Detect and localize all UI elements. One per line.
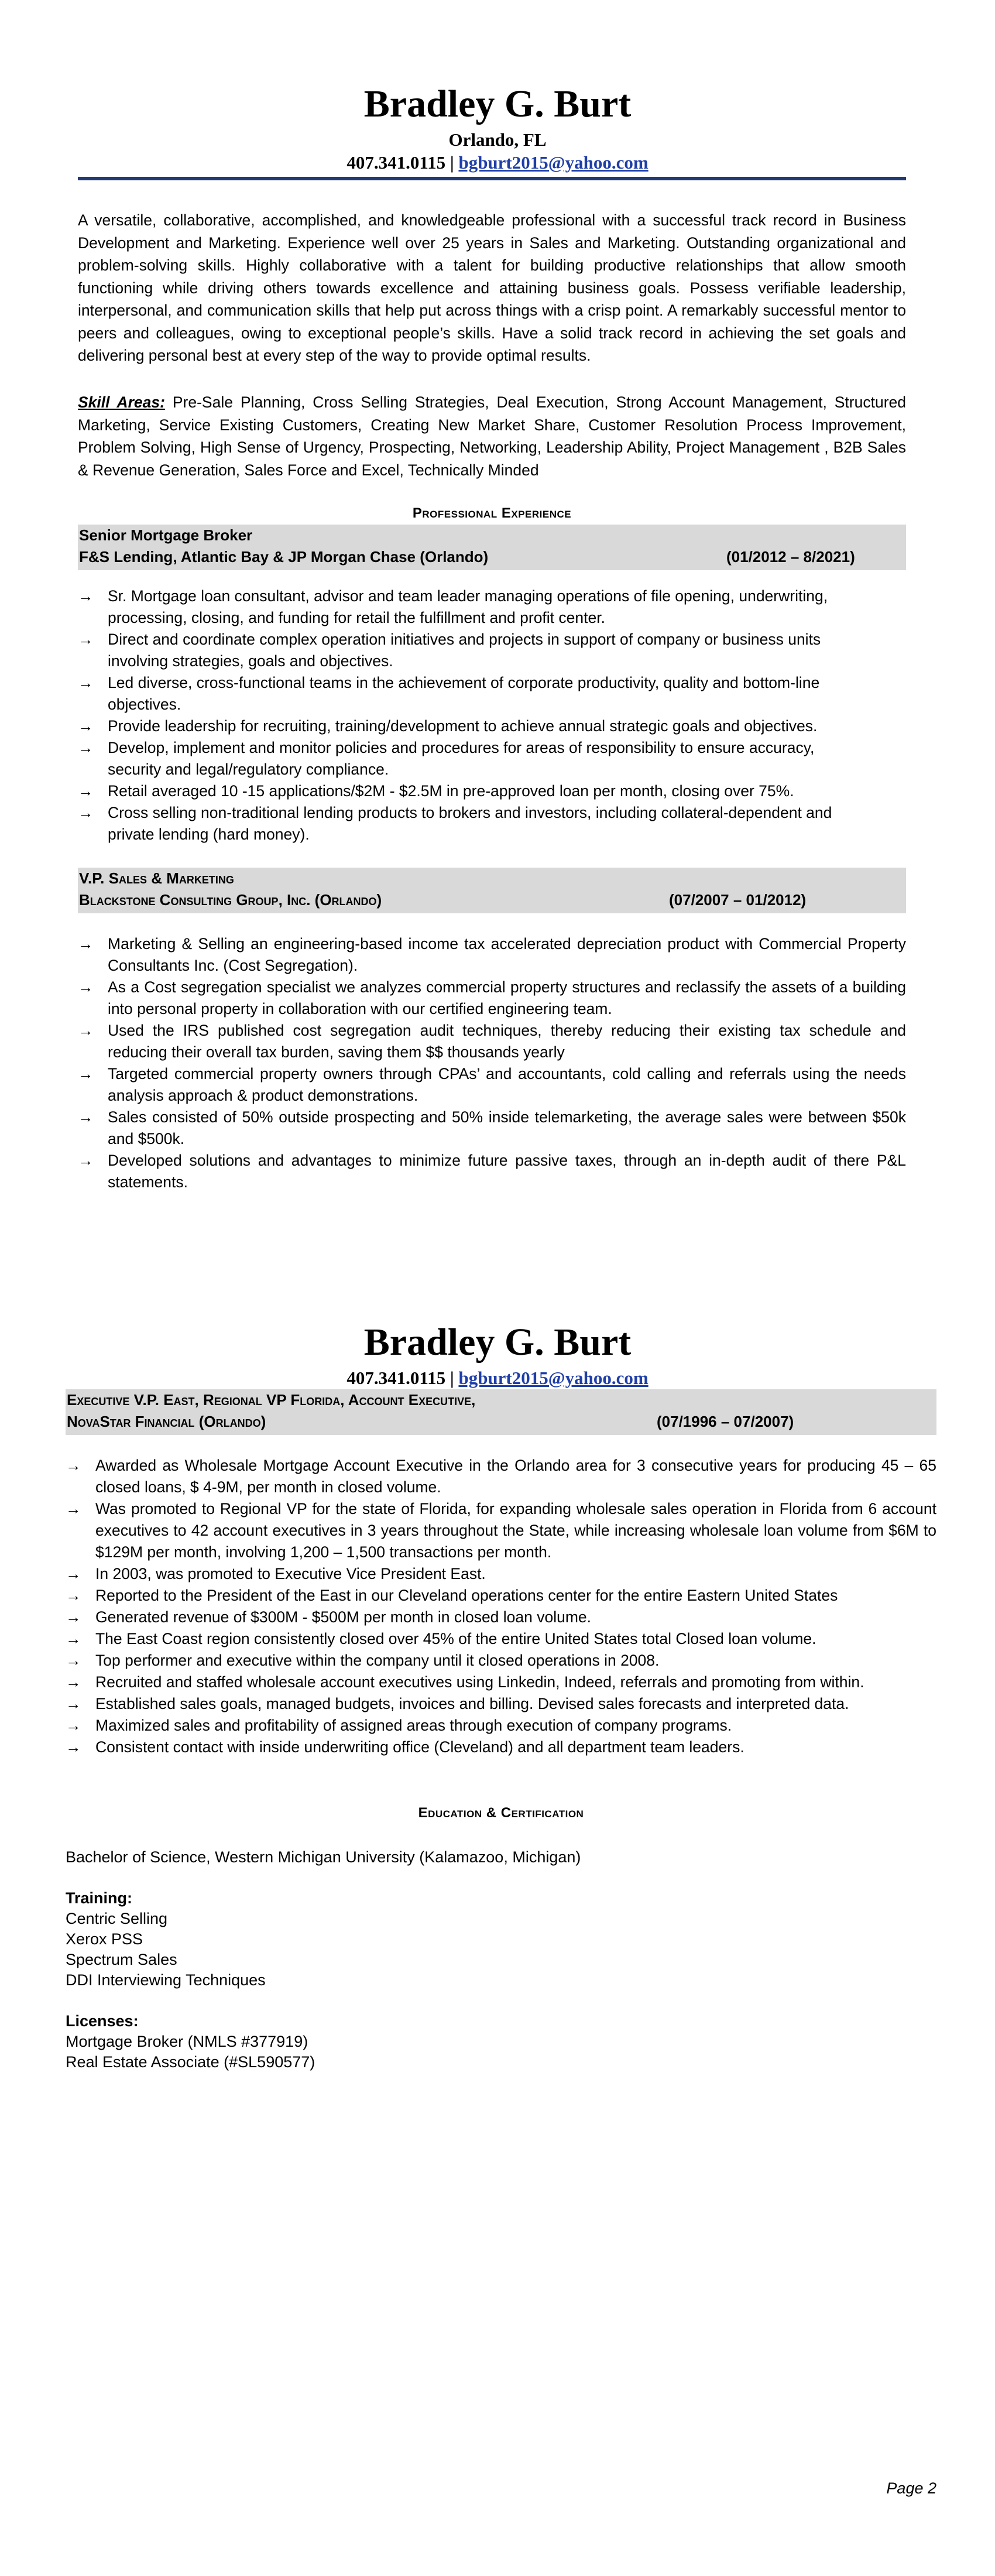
arrow-icon: → bbox=[78, 739, 94, 756]
page1-location: Orlando, FL bbox=[448, 129, 547, 150]
job3-company: NovaStar Financial (Orlando) bbox=[67, 1413, 266, 1430]
page1-contact-line bbox=[0, 152, 995, 173]
arrow-icon: → bbox=[78, 1152, 94, 1169]
list-item: → Sales consisted of 50% outside prospecting and 50% inside telemarketing, the average sales were between $50k and $500k. bbox=[78, 1107, 906, 1150]
summary-paragraph: A versatile, collaborative, accomplished, and knowledgeable professional with a successful track record in Business Development and Marketing. Experience well over 25 years in Sales and Marketing. Outstanding organizational and problem-solving skills. Highly collaborative with a talent for building productive relationships that allow smooth functioning while driving others towards excellence and attaining business goals. Possess verifiable leadership, interpersonal, and communication skills that help put across things with a crisp point. A remarkably successful mentor to peers and colleagues, owing to exceptional people’s skills. Have a solid track record in achieving the set goals and delivering personal best at every step of the way to provide optimal results. bbox=[78, 211, 906, 364]
page1-separator: | bbox=[450, 152, 454, 173]
page-number: Page 2 bbox=[886, 2479, 936, 2497]
list-item: → Awarded as Wholesale Mortgage Account Executive in the Orlando area for 3 consecutive years for producing 45 – 65 closed loans, $ 4-9M, per month in closed volume. bbox=[66, 1455, 936, 1498]
education-section bbox=[66, 1847, 936, 2073]
page2-email-link[interactable]: bgburt2015@yahoo.com bbox=[458, 1368, 649, 1388]
list-item: → Marketing & Selling an engineering-based income tax accelerated depreciation product with Commercial Property Consultants Inc. (Cost Segregation). bbox=[78, 933, 906, 977]
job1-dates: (01/2012 – 8/2021) bbox=[726, 548, 855, 566]
list-item: → Consistent contact with inside underwriting office (Cleveland) and all department team leaders. bbox=[66, 1736, 936, 1758]
job3-header-band bbox=[66, 1389, 936, 1435]
list-item: → Develop, implement and monitor policies and procedures for areas of responsibility to ensure accuracy, security and legal/regulatory compliance. bbox=[78, 737, 868, 780]
job1-company: F&S Lending, Atlantic Bay & JP Morgan Chase (Orlando) bbox=[79, 548, 489, 566]
list-item: → As a Cost segregation specialist we analyzes commercial property structures and reclassify the assets of a building into personal property in collaboration with our certified engineering team. bbox=[78, 977, 906, 1020]
header-rule bbox=[78, 177, 906, 180]
license-item: Mortgage Broker (NMLS #377919) bbox=[66, 2033, 308, 2050]
list-item: → Developed solutions and advantages to minimize future passive taxes, through an in-depth audit of there P&L statements. bbox=[78, 1150, 906, 1193]
arrow-icon: → bbox=[66, 1673, 81, 1691]
list-item: → Generated revenue of $300M - $500M per month in closed loan volume. bbox=[66, 1606, 936, 1628]
arrow-icon: → bbox=[78, 978, 94, 996]
skill-areas-paragraph bbox=[78, 391, 906, 481]
arrow-icon: → bbox=[78, 717, 94, 735]
page2-name: Bradley G. Burt bbox=[363, 1321, 632, 1364]
arrow-icon: → bbox=[66, 1608, 81, 1626]
list-item: → Targeted commercial property owners through CPAs’ and accountants, cold calling and referrals using the needs analysis approach & product demonstrations. bbox=[78, 1063, 906, 1107]
job3-dates: (07/1996 – 07/2007) bbox=[657, 1413, 794, 1430]
list-item: → Reported to the President of the East in our Cleveland operations center for the entire Eastern United States bbox=[66, 1585, 936, 1606]
job2-dates: (07/2007 – 01/2012) bbox=[669, 891, 807, 909]
job1-bullet-list bbox=[78, 585, 868, 845]
education-title: Education & Certification bbox=[418, 1805, 584, 1821]
arrow-icon: → bbox=[78, 935, 94, 953]
degree: Bachelor of Science, Western Michigan University (Kalamazoo, Michigan) bbox=[66, 1848, 581, 1866]
list-item: → Top performer and executive within the company until it closed operations in 2008. bbox=[66, 1650, 936, 1671]
skill-areas-text: Pre-Sale Planning, Cross Selling Strategies, Deal Execution, Strong Account Management, Structured Marketing, Service Existing Customers, Creating New Market Share, Customer Resolution Process Improvement, Problem Solving, High Sense of Urgency, Prospecting, Networking, Leadership Ability, Project Management , B2B Sales & Revenue Generation, Sales Force and Excel, Technically Minded bbox=[78, 393, 906, 479]
arrow-icon: → bbox=[66, 1565, 81, 1582]
list-item: → Recruited and staffed wholesale account executives using Linkedin, Indeed, referrals and promoting from within. bbox=[66, 1671, 936, 1693]
job2-bullet-list bbox=[78, 933, 906, 1193]
list-item: → Established sales goals, managed budgets, invoices and billing. Devised sales forecasts and interpreted data. bbox=[66, 1693, 936, 1715]
list-item: → Led diverse, cross-functional teams in the achievement of corporate productivity, quality and bottom-line objectives. bbox=[78, 672, 868, 715]
page1-name: Bradley G. Burt bbox=[363, 83, 632, 125]
arrow-icon: → bbox=[78, 782, 94, 800]
arrow-icon: → bbox=[66, 1652, 81, 1669]
arrow-icon: → bbox=[66, 1630, 81, 1647]
list-item: → Was promoted to Regional VP for the state of Florida, for expanding wholesale sales operation in Florida from 6 account executives to 42 account executives in 3 years throughout the State, while increasing wholesale loan volume from $6M to $129M per month, involving 1,200 – 1,500 transactions per month. bbox=[66, 1498, 936, 1563]
list-item: → Direct and coordinate complex operation initiatives and projects in support of company or business units involving strategies, goals and objectives. bbox=[78, 629, 868, 672]
arrow-icon: → bbox=[66, 1695, 81, 1712]
training-label: Training: bbox=[66, 1889, 132, 1907]
list-item: → Cross selling non-traditional lending products to brokers and investors, including collateral-dependent and private lending (hard money). bbox=[78, 802, 868, 845]
list-item: → In 2003, was promoted to Executive Vice President East. bbox=[66, 1563, 936, 1585]
arrow-icon: → bbox=[66, 1738, 81, 1756]
page2-phone: 407.341.0115 bbox=[346, 1368, 446, 1388]
training-item: Centric Selling bbox=[66, 1910, 168, 1927]
arrow-icon: → bbox=[78, 1108, 94, 1126]
arrow-icon: → bbox=[78, 587, 94, 605]
license-item: Real Estate Associate (#SL590577) bbox=[66, 2053, 315, 2071]
job3-title: Executive V.P. East, Regional VP Florida, Account Executive, bbox=[67, 1391, 476, 1409]
page1-phone: 407.341.0115 bbox=[346, 152, 446, 173]
training-item: Xerox PSS bbox=[66, 1930, 143, 1948]
list-item: → Used the IRS published cost segregation audit techniques, thereby reducing their existing tax schedule and reducing their overall tax burden, saving them $$ thousands yearly bbox=[78, 1020, 906, 1063]
job1-header-band bbox=[78, 525, 906, 570]
list-item: → Retail averaged 10 -15 applications/$2M - $2.5M in pre-approved loan per month, closing over 75%. bbox=[78, 780, 868, 802]
job3-bullet-list bbox=[66, 1455, 936, 1758]
arrow-icon: → bbox=[66, 1587, 81, 1604]
arrow-icon: → bbox=[78, 1022, 94, 1039]
job2-title: V.P. Sales & Marketing bbox=[79, 869, 234, 887]
list-item: → Maximized sales and profitability of assigned areas through execution of company programs. bbox=[66, 1715, 936, 1736]
page1-email-link[interactable]: bgburt2015@yahoo.com bbox=[458, 152, 649, 173]
arrow-icon: → bbox=[66, 1457, 81, 1474]
arrow-icon: → bbox=[78, 674, 94, 691]
list-item: → Sr. Mortgage loan consultant, advisor and team leader managing operations of file opening, underwriting, processing, closing, and funding for retail the fulfillment and profit center. bbox=[78, 585, 868, 629]
arrow-icon: → bbox=[78, 1065, 94, 1083]
training-item: DDI Interviewing Techniques bbox=[66, 1971, 266, 1989]
page2-separator: | bbox=[450, 1368, 454, 1388]
professional-experience-title: Professional Experience bbox=[412, 505, 572, 521]
arrow-icon: → bbox=[66, 1717, 81, 1734]
job2-company: Blackstone Consulting Group, Inc. (Orlando) bbox=[79, 891, 382, 909]
list-item: → The East Coast region consistently closed over 45% of the entire United States total Closed loan volume. bbox=[66, 1628, 936, 1650]
job2-header-band bbox=[78, 868, 906, 913]
training-item: Spectrum Sales bbox=[66, 1951, 177, 1968]
arrow-icon: → bbox=[78, 631, 94, 648]
job1-title: Senior Mortgage Broker bbox=[79, 526, 253, 544]
licenses-label: Licenses: bbox=[66, 2012, 139, 2030]
arrow-icon: → bbox=[78, 804, 94, 821]
page2-contact-line bbox=[0, 1368, 995, 1389]
skill-areas-label: Skill Areas: bbox=[78, 393, 165, 411]
arrow-icon: → bbox=[66, 1500, 81, 1517]
list-item: → Provide leadership for recruiting, training/development to achieve annual strategic goals and objectives. bbox=[78, 715, 868, 737]
